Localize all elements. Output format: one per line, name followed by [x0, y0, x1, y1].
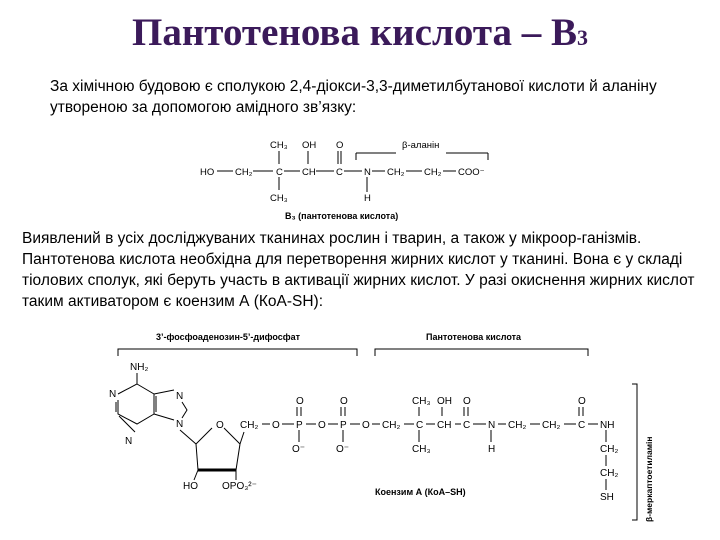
- atom-opo3: OPO₃²⁻: [222, 481, 257, 492]
- atom-nh2: NH₂: [130, 362, 149, 373]
- atom-ho: HO: [183, 481, 198, 492]
- description-paragraph: Виявлений в усіх досліджуваних тканинах рослин і тварин, а також у мікроор-ганізмів. Пантотенова кислота необхідна для перетворення жирних кислот у тканині. Вона є у складі тіолових сполук, які беруть участь в активації жирних кислот. У разі окиснення жирних кислот таким активатором є коензим А (КоА-SH):: [22, 230, 695, 310]
- atom-oh: OH: [302, 140, 317, 151]
- atom-ch2-c: CH₂: [508, 420, 527, 431]
- atom-ch2-a: CH₂: [235, 167, 253, 178]
- atom-n: N: [488, 420, 496, 431]
- atom-o-top-1: O: [296, 396, 304, 407]
- label-pap: 3’-фосфоаденозин-5’-дифосфат: [156, 332, 301, 342]
- atom-ch2-c: CH₂: [424, 167, 442, 178]
- atom-o-3: O: [362, 420, 370, 431]
- atom-ring-o: O: [216, 420, 224, 431]
- intro-paragraph: За хімічною будовою є сполукою 2,4-діокси-3,3-диметилбутанової кислоти й аланіну утвореною за допомогою амідного зв’язку:: [50, 78, 657, 116]
- atom-ch3-bottom: CH₃: [270, 193, 288, 204]
- atom-ch2-f: CH₂: [600, 468, 619, 479]
- atom-o-top-3: O: [463, 396, 471, 407]
- atom-h-bottom: H: [488, 444, 496, 455]
- atom-o-top-4: O: [578, 396, 586, 407]
- atom-ch2-b: CH₂: [382, 420, 401, 431]
- atom-oh-top: OH: [437, 396, 452, 407]
- atom-o-top-2: O: [340, 396, 348, 407]
- atom-ch: CH: [302, 167, 316, 178]
- atom-coo: COO⁻: [458, 167, 485, 178]
- atom-ominus-2: O⁻: [336, 444, 350, 455]
- atom-nh: NH: [600, 420, 615, 431]
- atom-n3: N: [125, 436, 133, 447]
- atom-ch2-b: CH₂: [387, 167, 405, 178]
- atom-h: H: [364, 193, 371, 204]
- atom-ch2-a: CH₂: [240, 420, 259, 431]
- atom-ch2-e: CH₂: [600, 444, 619, 455]
- beta-alanine-label: β-аланін: [402, 140, 440, 151]
- formula2-caption: Коензим А (КоА–SH): [375, 487, 466, 497]
- atom-p-2: P: [340, 420, 347, 431]
- atom-n7: N: [176, 391, 184, 402]
- atom-p-1: P: [296, 420, 303, 431]
- title-main: Пантотенова кислота – В: [132, 11, 577, 54]
- atom-n: N: [364, 167, 371, 178]
- atom-o-top: O: [336, 140, 344, 151]
- title-subscript: 3: [576, 25, 588, 50]
- label-mercaptoethylamine: β-меркаптоетиламін: [644, 436, 654, 522]
- atom-n9: N: [176, 419, 184, 430]
- atom-ho: HO: [200, 167, 215, 178]
- label-pantothenic: Пантотенова кислота: [426, 332, 522, 342]
- atom-ch3-bottom: CH₃: [412, 444, 431, 455]
- atom-c-1: C: [416, 420, 424, 431]
- atom-ch: CH: [437, 420, 452, 431]
- atom-o-2: O: [318, 420, 326, 431]
- atom-ch2-d: CH₂: [542, 420, 561, 431]
- coa-bonds: [116, 373, 606, 490]
- atom-c-3: C: [578, 420, 586, 431]
- atom-o-1: O: [272, 420, 280, 431]
- atom-c: C: [276, 167, 283, 178]
- formula1-caption: В₃ (пантотенова кислота): [285, 211, 399, 221]
- atom-sh: SH: [600, 492, 614, 503]
- atom-c2: C: [336, 167, 343, 178]
- atom-ch3-top: CH₃: [412, 396, 431, 407]
- atom-c-2: C: [463, 420, 471, 431]
- atom-ominus-1: O⁻: [292, 444, 306, 455]
- atom-ch3-top: CH₃: [270, 140, 288, 151]
- atom-n1: N: [109, 389, 117, 400]
